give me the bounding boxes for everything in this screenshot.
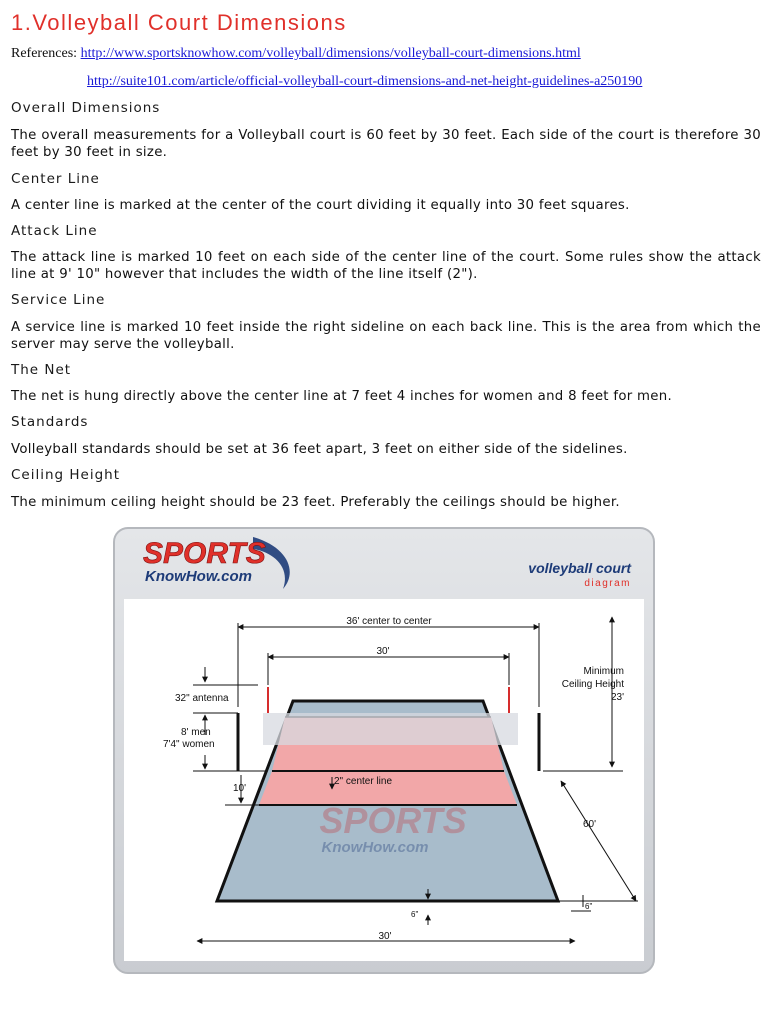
label-net-men: 8' men [181,727,211,738]
service-zone-box [445,909,570,931]
references-row [11,46,581,62]
label-center-to-center: 36' center to center [346,616,432,627]
section-text-net: The net is hung directly above the center line at 7 feet 4 inches for women and 8 feet for men. [11,389,673,404]
label-length: 60' [583,819,597,830]
label-attack-distance: 10' [233,783,247,794]
net [263,713,518,745]
section-text-ceiling: The minimum ceiling height should be 23 feet. Preferably the ceilings should be higher. [11,495,620,510]
volleyball-court-diagram [113,527,655,974]
label-net-women: 7'4" women [163,739,215,750]
section-text-center-line: A center line is marked at the center of the court dividing it equally into 30 feet squares. [11,198,630,213]
references-row-2 [87,74,642,90]
reference-link-1[interactable]: http://www.sportsknowhow.com/volleyball/dimensions/volleyball-court-dimensions.html [80,46,581,61]
label-net-width: 30' [376,646,390,657]
section-heading-overall: Overall Dimensions [11,100,161,116]
label-court-width: 30' [378,931,392,942]
diagram-header-title: volleyball court [528,560,631,576]
logo-sports-text: SPORTS [143,537,266,570]
section-text-standards: Volleyball standards should be set at 36 feet apart, 3 feet on either side of the sidelines. [11,442,628,457]
watermark-sports: SPORTS [319,800,467,841]
label-end-line: 6" [585,902,593,911]
page-title: 1.Volleyball Court Dimensions [11,10,347,35]
label-ceiling-1: Minimum [583,666,624,677]
section-heading-attack-line: Attack Line [11,223,98,239]
diagram-header-subtitle: diagram [584,578,631,589]
section-heading-standards: Standards [11,414,89,430]
label-service: 6" [411,910,419,919]
watermark-knowhow: KnowHow.com [321,839,429,856]
label-center-line: 2" center line [334,776,393,787]
label-antenna: 32" antenna [175,693,229,704]
section-heading-service-line: Service Line [11,292,106,308]
section-text-service-line: A service line is marked 10 feet inside the right sideline on each back line. This is the area from which the server may serve the volleyball. [11,320,761,352]
section-heading-ceiling: Ceiling Height [11,467,121,483]
section-text-attack-line: The attack line is marked 10 feet on each side of the center line of the court. Some rules show the attack line at 9' 10" however that includes the width of the line itself (2"). [11,250,761,282]
section-heading-net: The Net [11,362,72,378]
court-diagram-svg [113,527,655,974]
section-heading-center-line: Center Line [11,171,100,187]
court-surface [217,687,570,931]
label-ceiling-2: Ceiling Height [561,679,624,690]
logo-knowhow-text: KnowHow.com [145,568,252,585]
label-ceiling-3: 23' [610,692,624,703]
reference-link-2[interactable]: http://suite101.com/article/official-volleyball-court-dimensions-and-net-height-guidelines-a250190 [87,74,643,89]
section-text-overall: The overall measurements for a Volleyball court is 60 feet by 30 feet. Each side of the court is therefore 30 feet by 30 feet in size. [11,128,761,160]
references-label: References: [11,46,78,61]
